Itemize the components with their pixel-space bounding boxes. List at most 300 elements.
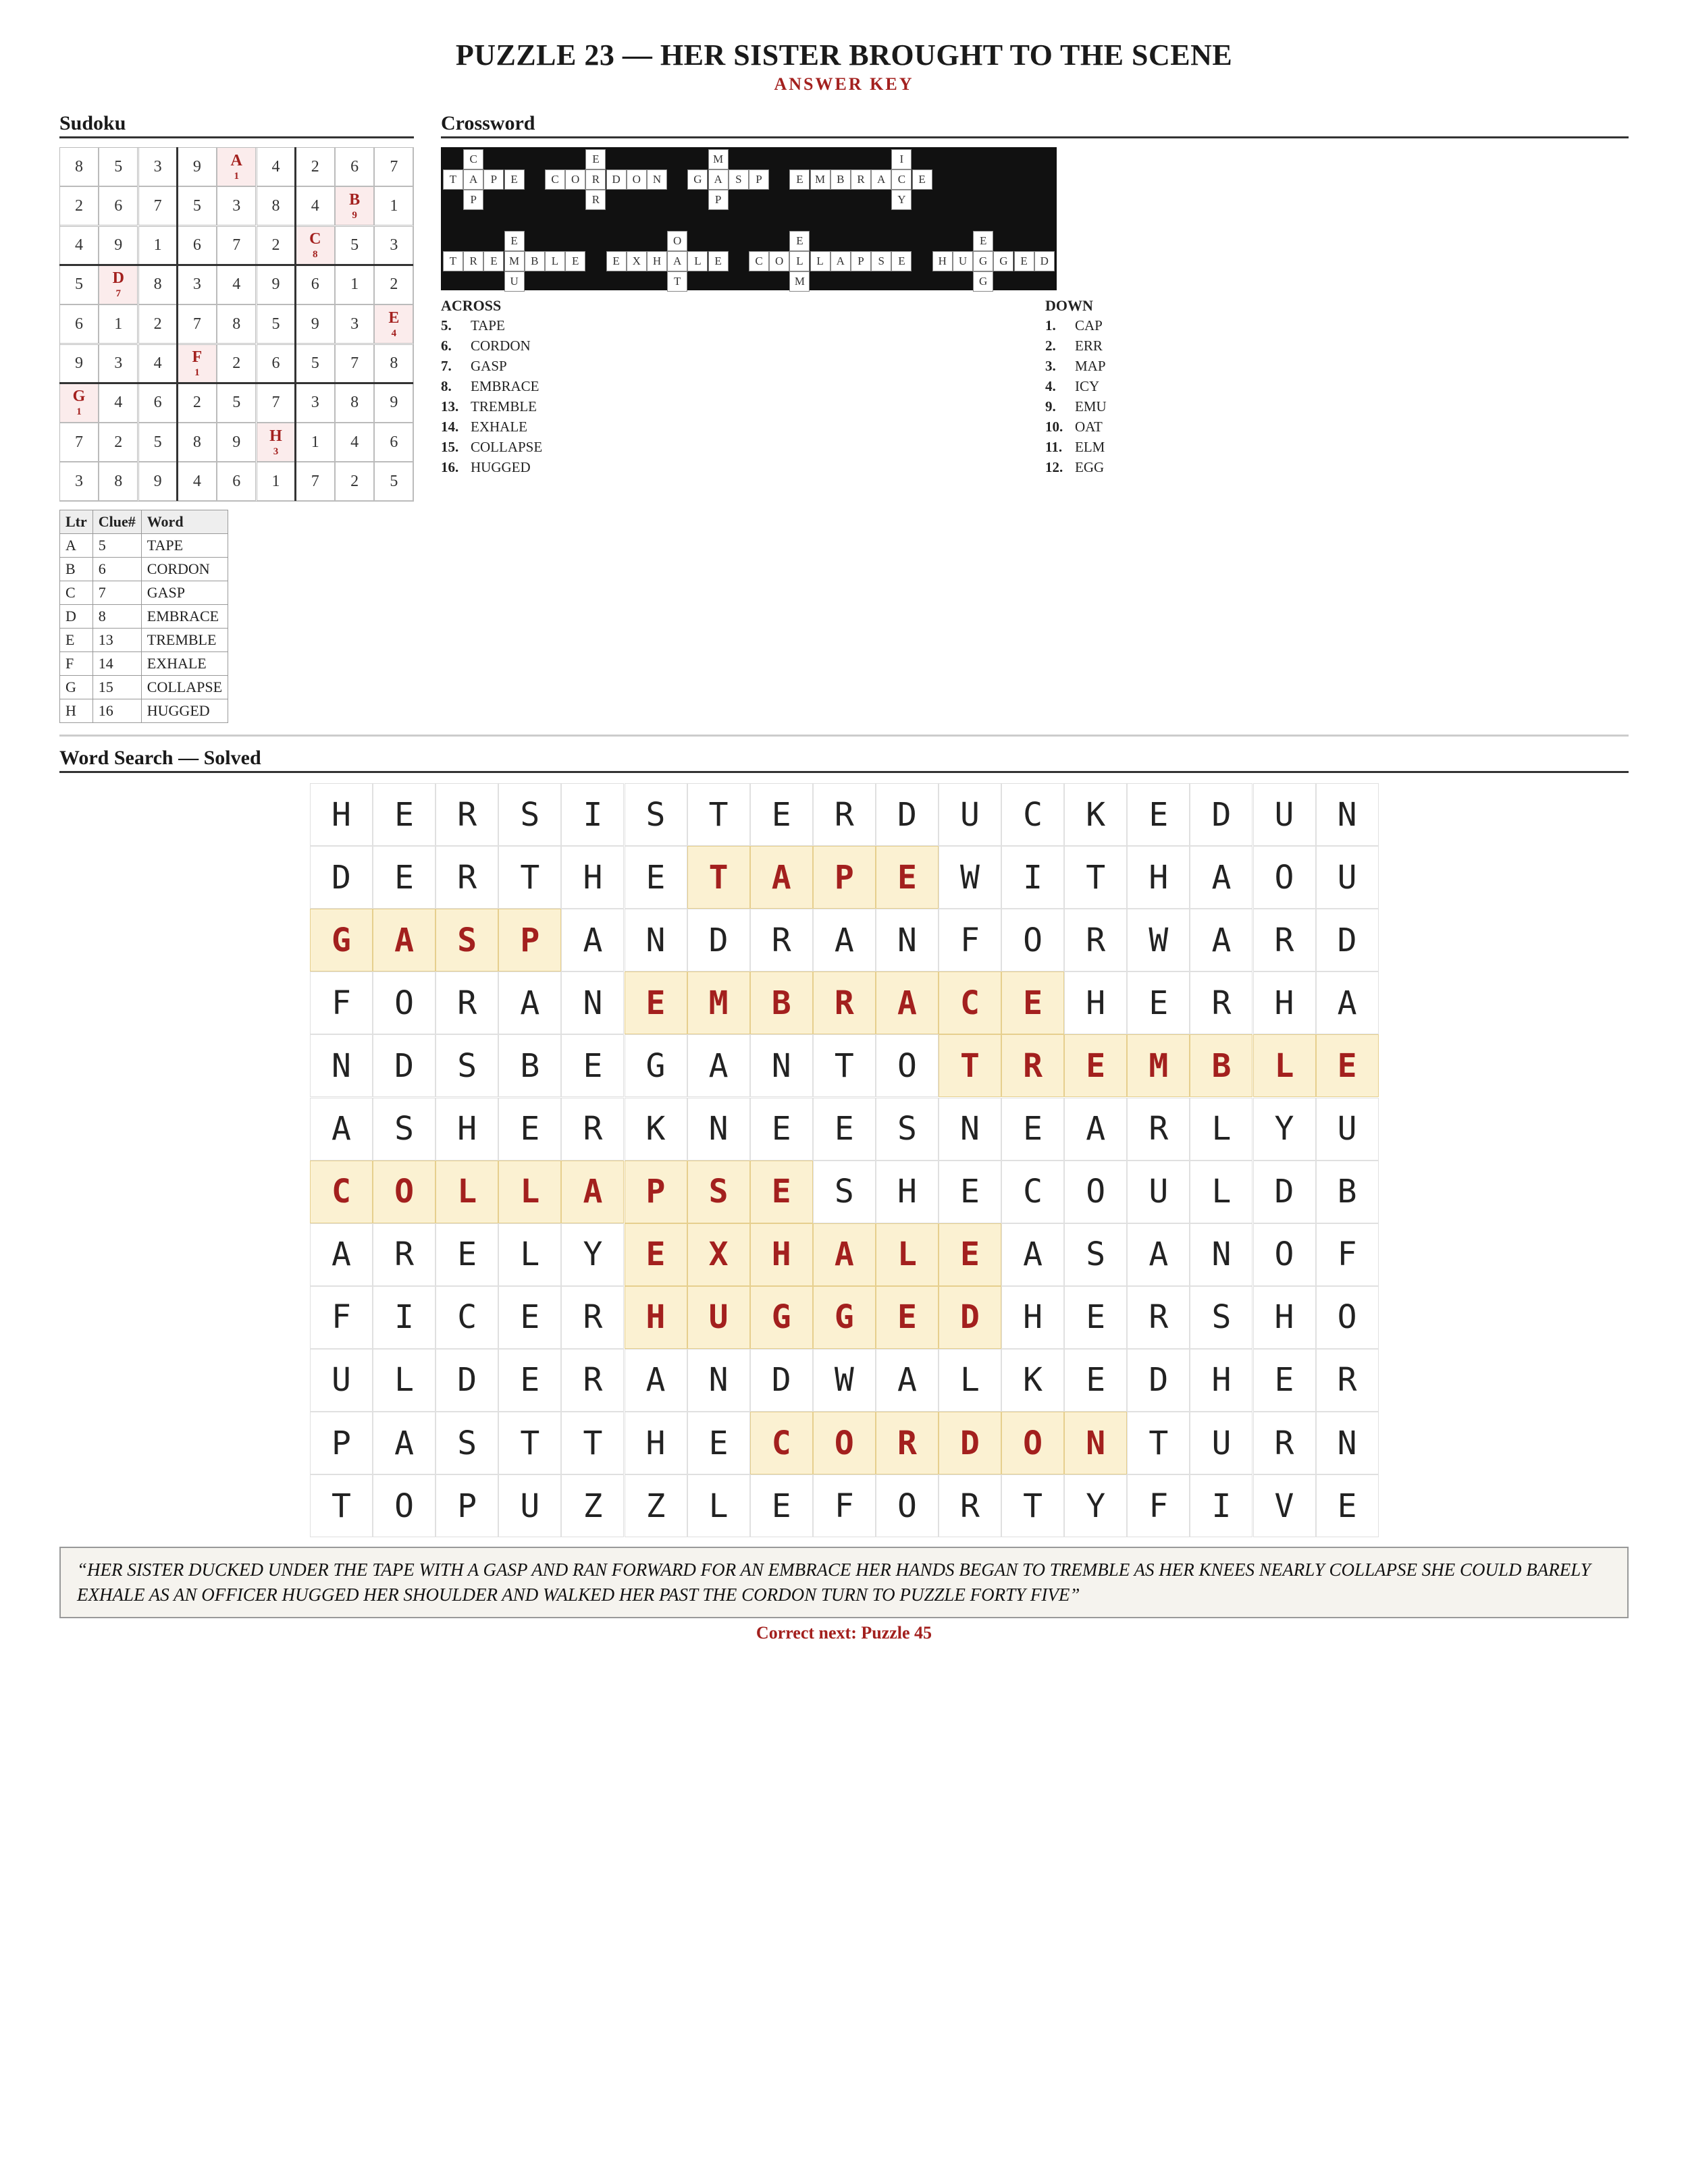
clue-number: 12. — [1045, 459, 1063, 475]
sudoku-cell: 3 — [335, 304, 374, 344]
found-letter: E — [1064, 1034, 1127, 1097]
sudoku-cell: 5 — [138, 423, 178, 462]
grid-letter: D — [310, 846, 373, 909]
sudoku-cell: 3 — [138, 147, 178, 186]
grid-letter: O — [1064, 1161, 1127, 1223]
sudoku-cell: 7 — [59, 423, 99, 462]
grid-letter: D — [1316, 909, 1379, 971]
clue-line — [1045, 439, 1105, 456]
clue-number: 8. — [441, 378, 452, 394]
sudoku-cell: 5 — [217, 383, 256, 423]
grid-letter: O — [876, 1474, 939, 1537]
grid-letter: A — [373, 1412, 436, 1474]
found-letter: T — [939, 1034, 1001, 1097]
clue-answer: EGG — [1075, 459, 1105, 475]
crossword-cell: B — [830, 169, 851, 190]
grid-letter: A — [813, 909, 876, 971]
sudoku-cell: 9 — [296, 304, 335, 344]
sudoku-cell: 7 — [138, 186, 178, 225]
found-letter: D — [939, 1286, 1001, 1349]
sudoku-cell: 4 — [335, 423, 374, 462]
grid-letter: L — [498, 1223, 561, 1286]
grid-letter: E — [1001, 1098, 1064, 1161]
grid-letter: U — [1316, 1098, 1379, 1161]
grid-letter: T — [687, 783, 750, 846]
sudoku-cell: 8 — [335, 383, 374, 423]
grid-letter: C — [1001, 1161, 1064, 1223]
sudoku-cell: 8 — [59, 147, 99, 186]
grid-letter: E — [1127, 971, 1190, 1034]
grid-letter: E — [561, 1034, 624, 1097]
grid-letter: R — [436, 846, 498, 909]
key-letter: H — [269, 427, 282, 445]
crossword-cell: R — [585, 169, 606, 190]
grid-letter: A — [310, 1098, 373, 1161]
found-letter: T — [687, 846, 750, 909]
crossword-cell: E — [483, 251, 504, 271]
word-search-heading: Word Search — Solved — [59, 747, 1629, 773]
clue-line — [441, 378, 539, 395]
sudoku-cell: 1 — [335, 265, 374, 304]
crossword-cell: P — [851, 251, 871, 271]
grid-letter: Y — [561, 1223, 624, 1286]
table-cell: 16 — [93, 699, 141, 723]
crossword-cell: C — [749, 251, 769, 271]
table-row — [60, 629, 228, 652]
table-cell: 8 — [93, 605, 141, 629]
sudoku-cell: 4 — [178, 462, 217, 501]
grid-letter: E — [687, 1412, 750, 1474]
table-cell: TAPE — [141, 534, 228, 558]
table-cell: A — [60, 534, 93, 558]
found-letter: S — [436, 909, 498, 971]
sudoku-cell: 8 — [138, 265, 178, 304]
sudoku-heading: Sudoku — [59, 112, 414, 138]
grid-letter: T — [813, 1034, 876, 1097]
crossword-cell: C — [891, 169, 912, 190]
grid-letter: K — [1001, 1349, 1064, 1412]
grid-letter: E — [750, 1098, 813, 1161]
grid-letter: N — [939, 1098, 1001, 1161]
key-letter: E — [388, 309, 400, 327]
grid-letter: K — [1064, 783, 1127, 846]
grid-letter: R — [1316, 1349, 1379, 1412]
grid-letter: Y — [1253, 1098, 1316, 1161]
key-digit: 3 — [273, 446, 279, 457]
grid-letter: V — [1253, 1474, 1316, 1537]
sudoku-cell: 1 — [257, 462, 296, 501]
crossword-cell: L — [789, 251, 810, 271]
box-divider — [59, 147, 60, 502]
clue-line — [441, 419, 527, 435]
crossword-cell: A — [871, 169, 891, 190]
grid-letter: E — [750, 783, 813, 846]
found-letter: B — [750, 971, 813, 1034]
clue-line — [1045, 419, 1103, 435]
grid-letter: R — [939, 1474, 1001, 1537]
found-letter: E — [876, 846, 939, 909]
sudoku-key-cell — [335, 186, 374, 225]
table-cell: 15 — [93, 676, 141, 699]
clue-line — [1045, 317, 1103, 334]
grid-letter: E — [1064, 1286, 1127, 1349]
found-letter: H — [625, 1286, 687, 1349]
table-cell: 14 — [93, 652, 141, 676]
letter-key-table — [59, 510, 228, 723]
grid-letter: O — [1253, 846, 1316, 909]
found-letter: A — [813, 1223, 876, 1286]
crossword-cell: P — [463, 190, 483, 210]
clue-answer: OAT — [1075, 419, 1103, 435]
grid-letter: E — [1127, 783, 1190, 846]
table-row — [60, 534, 228, 558]
grid-letter: R — [1190, 971, 1252, 1034]
clue-line — [441, 459, 531, 476]
grid-letter: A — [1064, 1098, 1127, 1161]
clue-line — [441, 358, 507, 375]
table-cell: 5 — [93, 534, 141, 558]
found-letter: A — [561, 1161, 624, 1223]
crossword-cell: E — [912, 169, 932, 190]
grid-letter: D — [1190, 783, 1252, 846]
grid-letter: H — [1190, 1349, 1252, 1412]
sudoku-cell: 2 — [296, 147, 335, 186]
key-digit: 1 — [234, 170, 239, 182]
grid-letter: U — [1127, 1161, 1190, 1223]
crossword-cell: E — [565, 251, 585, 271]
grid-letter: E — [498, 1098, 561, 1161]
key-digit: 1 — [76, 406, 82, 418]
sudoku-cell: 7 — [257, 383, 296, 423]
grid-letter: E — [1253, 1349, 1316, 1412]
table-cell: TREMBLE — [141, 629, 228, 652]
table-header: Ltr — [60, 510, 93, 534]
hidden-message-quote: “HER SISTER DUCKED UNDER THE TAPE WITH A GASP AND RAN FORWARD FOR AN EMBRACE HER HANDS BEGAN TO TREMBLE AS HER KNEES NEARLY COLLAPSE SHE COULD BARELY EXHALE AS AN OFFICER HUGGED HER SHOULDER AND WALKED HER PAST THE CORDON TURN TO PUZZLE FORTY FIVE” — [59, 1547, 1629, 1618]
sudoku-cell: 8 — [374, 344, 413, 383]
found-letter: E — [625, 971, 687, 1034]
box-divider — [59, 147, 414, 148]
crossword-cell: C — [545, 169, 565, 190]
sudoku-key-cell — [59, 383, 99, 423]
crossword-cell: P — [483, 169, 504, 190]
grid-letter: R — [750, 909, 813, 971]
grid-letter: P — [436, 1474, 498, 1537]
sudoku-cell: 7 — [335, 344, 374, 383]
sudoku-cell: 2 — [138, 304, 178, 344]
grid-letter: F — [310, 971, 373, 1034]
table-cell: HUGGED — [141, 699, 228, 723]
sudoku-key-cell — [374, 304, 413, 344]
crossword-cell: A — [463, 169, 483, 190]
found-letter: E — [625, 1223, 687, 1286]
page-subtitle: ANSWER KEY — [774, 74, 914, 94]
clue-answer: ELM — [1075, 439, 1105, 455]
key-letter: C — [309, 230, 321, 248]
grid-letter: U — [498, 1474, 561, 1537]
sudoku-cell: 6 — [257, 344, 296, 383]
table-row — [60, 699, 228, 723]
table-cell: C — [60, 581, 93, 605]
grid-letter: S — [1190, 1286, 1252, 1349]
sudoku-cell: 9 — [217, 423, 256, 462]
table-cell: 7 — [93, 581, 141, 605]
crossword-cell: M — [504, 251, 525, 271]
sudoku-cell: 6 — [178, 226, 217, 265]
grid-letter: R — [561, 1098, 624, 1161]
grid-letter: F — [1316, 1223, 1379, 1286]
grid-letter: N — [1190, 1223, 1252, 1286]
grid-letter: R — [561, 1286, 624, 1349]
grid-letter: W — [1127, 909, 1190, 971]
sudoku-cell: 2 — [59, 186, 99, 225]
found-letter: E — [1316, 1034, 1379, 1097]
table-cell: EXHALE — [141, 652, 228, 676]
grid-letter: F — [310, 1286, 373, 1349]
clue-answer: TREMBLE — [471, 398, 537, 415]
sudoku-cell: 2 — [99, 423, 138, 462]
crossword-cell: E — [708, 251, 729, 271]
sudoku-cell: 8 — [99, 462, 138, 501]
grid-letter: A — [561, 909, 624, 971]
clue-number: 13. — [441, 398, 459, 415]
grid-letter: D — [1253, 1161, 1316, 1223]
grid-letter: E — [373, 783, 436, 846]
clue-answer: COLLAPSE — [471, 439, 543, 455]
grid-letter: E — [625, 846, 687, 909]
sudoku-cell: 1 — [374, 186, 413, 225]
grid-letter: L — [1190, 1161, 1252, 1223]
sudoku-cell: 5 — [374, 462, 413, 501]
clue-line — [1045, 398, 1107, 415]
grid-letter: N — [625, 909, 687, 971]
sudoku-cell: 9 — [374, 383, 413, 423]
found-letter: L — [498, 1161, 561, 1223]
table-row — [60, 652, 228, 676]
crossword-cell: E — [504, 231, 525, 251]
crossword-cell: O — [627, 169, 647, 190]
box-divider — [59, 382, 414, 384]
grid-letter: U — [1253, 783, 1316, 846]
grid-letter: O — [876, 1034, 939, 1097]
grid-letter: H — [1127, 846, 1190, 909]
found-letter: H — [750, 1223, 813, 1286]
grid-letter: R — [373, 1223, 436, 1286]
table-header: Word — [141, 510, 228, 534]
crossword-cell: O — [769, 251, 789, 271]
crossword-cell: L — [687, 251, 708, 271]
grid-letter: A — [1127, 1223, 1190, 1286]
found-letter: N — [1064, 1412, 1127, 1474]
sudoku-cell: 9 — [99, 226, 138, 265]
grid-letter: S — [813, 1161, 876, 1223]
found-letter: P — [625, 1161, 687, 1223]
sudoku-cell: 6 — [138, 383, 178, 423]
grid-letter: S — [1064, 1223, 1127, 1286]
clue-number: 5. — [441, 317, 452, 334]
sudoku-key-cell — [217, 147, 256, 186]
grid-letter: F — [939, 909, 1001, 971]
crossword-cell: M — [708, 149, 729, 169]
grid-letter: R — [1253, 1412, 1316, 1474]
sudoku-cell: 3 — [99, 344, 138, 383]
crossword-cell: U — [953, 251, 973, 271]
found-letter: X — [687, 1223, 750, 1286]
key-digit: 9 — [352, 209, 357, 221]
sudoku-cell: 3 — [178, 265, 217, 304]
crossword-cell: Y — [891, 190, 912, 210]
clue-line — [1045, 338, 1103, 354]
table-header: Clue# — [93, 510, 141, 534]
grid-letter: U — [310, 1349, 373, 1412]
found-letter: D — [939, 1412, 1001, 1474]
crossword-cell: M — [789, 271, 810, 292]
grid-letter: D — [373, 1034, 436, 1097]
crossword-cell: D — [1034, 251, 1055, 271]
grid-letter: T — [498, 846, 561, 909]
sudoku-cell: 9 — [178, 147, 217, 186]
crossword-cell: A — [667, 251, 687, 271]
sudoku-cell: 3 — [296, 383, 335, 423]
clue-answer: CAP — [1075, 317, 1103, 334]
sudoku-cell: 9 — [138, 462, 178, 501]
found-letter: R — [1001, 1034, 1064, 1097]
clue-number: 9. — [1045, 398, 1056, 415]
grid-letter: R — [436, 971, 498, 1034]
crossword-cell: A — [830, 251, 851, 271]
crossword-cell: O — [667, 231, 687, 251]
crossword-cell: O — [565, 169, 585, 190]
found-letter: A — [373, 909, 436, 971]
clue-line — [1045, 378, 1099, 395]
clue-answer: CORDON — [471, 338, 531, 354]
grid-letter: H — [1253, 1286, 1316, 1349]
sudoku-key-cell — [296, 226, 335, 265]
crossword-cell: U — [504, 271, 525, 292]
crossword-cell: E — [606, 251, 627, 271]
clue-answer: TAPE — [471, 317, 505, 334]
grid-letter: K — [625, 1098, 687, 1161]
found-letter: G — [813, 1286, 876, 1349]
crossword-cell: R — [463, 251, 483, 271]
found-letter: E — [750, 1161, 813, 1223]
box-divider — [59, 264, 414, 266]
sudoku-cell: 5 — [99, 147, 138, 186]
crossword-cell: L — [545, 251, 565, 271]
crossword-grid — [441, 147, 1057, 290]
grid-letter: T — [310, 1474, 373, 1537]
grid-letter: R — [1064, 909, 1127, 971]
table-cell: EMBRACE — [141, 605, 228, 629]
found-letter: P — [813, 846, 876, 909]
crossword-cell: B — [525, 251, 545, 271]
grid-letter: E — [498, 1286, 561, 1349]
grid-letter: N — [1316, 1412, 1379, 1474]
found-letter: E — [876, 1286, 939, 1349]
clue-number: 4. — [1045, 378, 1056, 394]
sudoku-cell: 4 — [59, 226, 99, 265]
sudoku-cell: 5 — [257, 304, 296, 344]
sudoku-cell: 2 — [257, 226, 296, 265]
crossword-cell: L — [810, 251, 830, 271]
table-row — [60, 558, 228, 581]
grid-letter: I — [1001, 846, 1064, 909]
found-letter: G — [750, 1286, 813, 1349]
grid-letter: A — [1190, 846, 1252, 909]
found-letter: R — [813, 971, 876, 1034]
grid-letter: H — [310, 783, 373, 846]
grid-letter: C — [436, 1286, 498, 1349]
section-divider — [59, 735, 1629, 737]
clue-answer: MAP — [1075, 358, 1106, 374]
grid-letter: E — [373, 846, 436, 909]
grid-letter: T — [1064, 846, 1127, 909]
crossword-cell: S — [871, 251, 891, 271]
sudoku-cell: 3 — [217, 186, 256, 225]
sudoku-cell: 5 — [335, 226, 374, 265]
sudoku-cell: 9 — [257, 265, 296, 304]
crossword-cell: G — [973, 251, 993, 271]
grid-letter: S — [498, 783, 561, 846]
grid-letter: H — [1001, 1286, 1064, 1349]
grid-letter: W — [813, 1349, 876, 1412]
sudoku-key-cell — [99, 265, 138, 304]
sudoku-cell: 2 — [217, 344, 256, 383]
grid-letter: R — [1127, 1286, 1190, 1349]
sudoku-cell: 6 — [99, 186, 138, 225]
sudoku-cell: 3 — [59, 462, 99, 501]
found-letter: O — [813, 1412, 876, 1474]
grid-letter: A — [1001, 1223, 1064, 1286]
table-row — [60, 581, 228, 605]
grid-letter: Y — [1064, 1474, 1127, 1537]
clue-number: 7. — [441, 358, 452, 374]
sudoku-cell: 1 — [99, 304, 138, 344]
crossword-cell: A — [708, 169, 729, 190]
grid-letter: L — [373, 1349, 436, 1412]
sudoku-cell: 6 — [374, 423, 413, 462]
sudoku-cell: 4 — [99, 383, 138, 423]
found-letter: C — [310, 1161, 373, 1223]
crossword-cell: E — [504, 169, 525, 190]
key-digit: 4 — [391, 327, 397, 339]
sudoku-cell: 2 — [178, 383, 217, 423]
sudoku-cell: 5 — [296, 344, 335, 383]
grid-letter: O — [1001, 909, 1064, 971]
crossword-cell: R — [585, 190, 606, 210]
grid-letter: H — [1253, 971, 1316, 1034]
grid-letter: H — [561, 846, 624, 909]
sudoku-cell: 7 — [178, 304, 217, 344]
grid-letter: N — [750, 1034, 813, 1097]
grid-letter: E — [750, 1474, 813, 1537]
table-cell: E — [60, 629, 93, 652]
clue-line — [1045, 358, 1106, 375]
grid-letter: T — [498, 1412, 561, 1474]
grid-letter: H — [625, 1412, 687, 1474]
grid-letter: I — [373, 1286, 436, 1349]
sudoku-cell: 5 — [59, 265, 99, 304]
grid-letter: I — [1190, 1474, 1252, 1537]
grid-letter: N — [561, 971, 624, 1034]
clue-number: 16. — [441, 459, 459, 475]
clue-number: 10. — [1045, 419, 1063, 435]
sudoku-cell: 4 — [217, 265, 256, 304]
clue-number: 11. — [1045, 439, 1063, 455]
found-letter: L — [1253, 1034, 1316, 1097]
found-letter: C — [750, 1412, 813, 1474]
sudoku-cell: 7 — [217, 226, 256, 265]
sudoku-cell: 3 — [374, 226, 413, 265]
